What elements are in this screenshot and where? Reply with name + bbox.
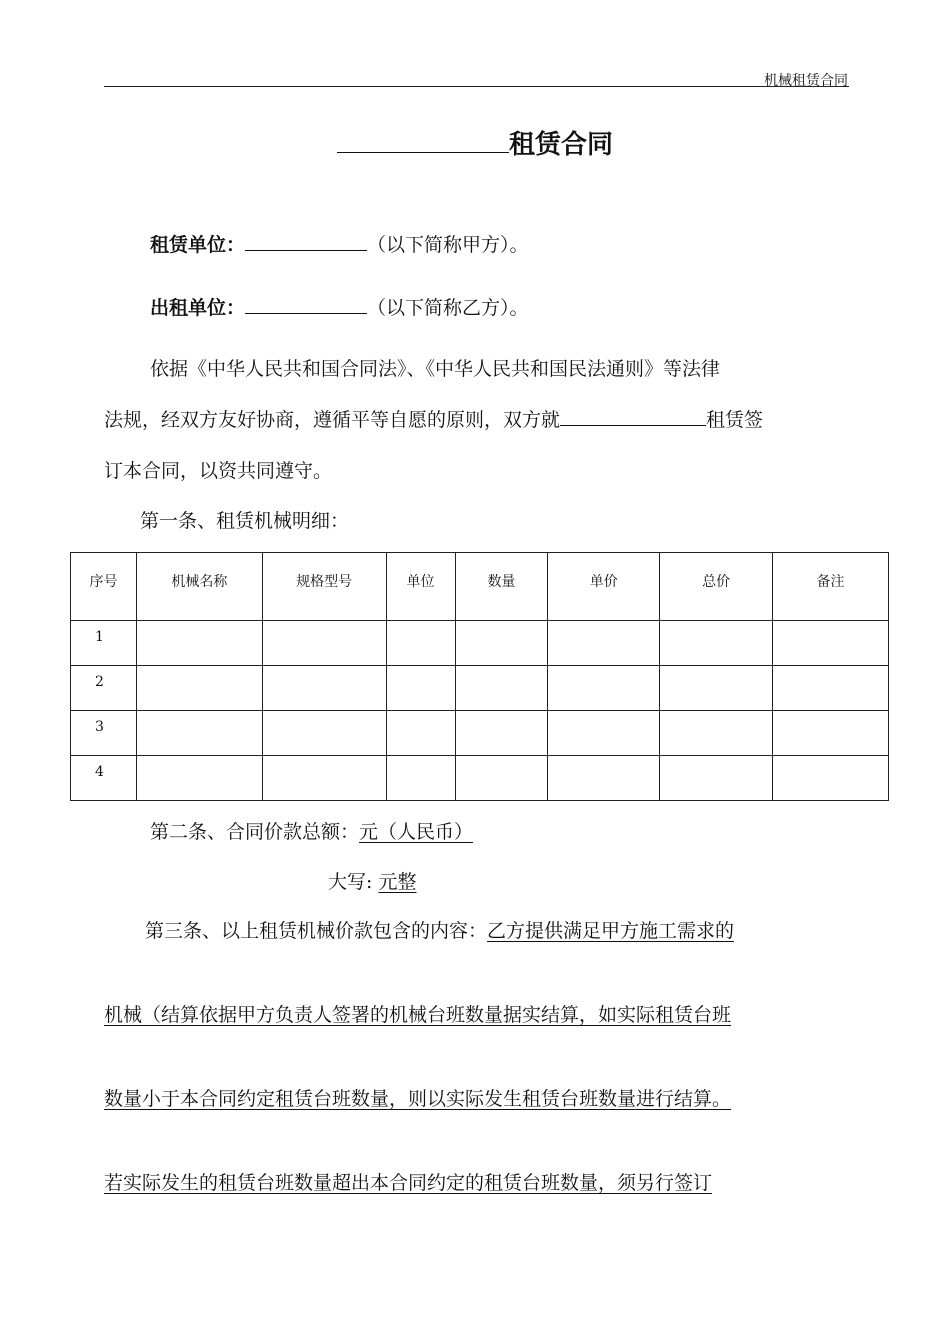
running-header: 机械租赁合同 (764, 73, 848, 89)
table-cell (455, 711, 548, 756)
table-cell (262, 711, 386, 756)
lessor-blank (245, 313, 367, 314)
table-cell (386, 621, 455, 666)
article-3-content-start: 乙方提供满足甲方施工需求的 (487, 920, 735, 942)
table-cell (136, 666, 262, 711)
lessee-blank (245, 250, 367, 251)
table-cell (773, 711, 889, 756)
table-cell (136, 621, 262, 666)
article-2-line (150, 817, 473, 844)
table-cell (548, 711, 660, 756)
table-header-cell: 单价 (548, 553, 660, 621)
table-cell (773, 666, 889, 711)
header-rule (104, 86, 849, 87)
table-cell (262, 756, 386, 801)
table-header-row (71, 553, 889, 621)
table-cell (136, 756, 262, 801)
table-cell (455, 666, 548, 711)
capital-label: 大写: (328, 871, 379, 893)
table-cell (660, 756, 773, 801)
table-header-cell: 序号 (71, 553, 137, 621)
table-cell (136, 711, 262, 756)
table-cell-index: 3 (71, 711, 137, 756)
table-cell (548, 666, 660, 711)
table-cell (548, 621, 660, 666)
preamble-line-1: 依据《中华人民共和国合同法》、《中华人民共和国民法通则》等法律 (150, 358, 721, 380)
preamble-line-3: 订本合同，以资共同遵守。 (104, 460, 333, 482)
article-1-title: 第一条、租赁机械明细： (140, 510, 350, 532)
capital-amount: 元整 (378, 871, 417, 893)
table-cell-index: 4 (71, 756, 137, 801)
lessor-label: 出租单位： (150, 297, 246, 319)
table-header-cell: 数量 (455, 553, 548, 621)
table-header-cell: 单位 (386, 553, 455, 621)
table-cell (262, 666, 386, 711)
lessee-line (150, 230, 529, 257)
article-3-label: 第三条、以上租赁机械价款包含的内容： (145, 920, 488, 942)
lessor-line (150, 293, 529, 320)
article-2-capital-line (328, 867, 416, 894)
title-suffix: 租赁合同 (508, 130, 613, 160)
table-cell (455, 756, 548, 801)
lessor-note: （以下简称乙方）。 (367, 297, 529, 319)
subject-blank (560, 425, 706, 426)
document-title (0, 124, 950, 161)
table-cell (548, 756, 660, 801)
preamble-line-2-b: 租赁签 (706, 409, 764, 431)
table-row (71, 666, 889, 711)
article-3-line-1 (145, 916, 734, 943)
article-2-label: 第二条、合同价款总额： (150, 821, 360, 843)
table-cell (660, 711, 773, 756)
article-2-amount: 元（人民币） (359, 821, 474, 843)
article-3-line-2: 机械（结算依据甲方负责人签署的机械台班数量据实结算，如实际租赁台班 (104, 1004, 732, 1026)
preamble-line-2 (104, 405, 763, 432)
table-cell (773, 756, 889, 801)
lessee-note: （以下简称甲方）。 (367, 234, 529, 256)
table-cell (386, 711, 455, 756)
table-cell (386, 756, 455, 801)
table-cell (386, 666, 455, 711)
table-cell-index: 1 (71, 621, 137, 666)
lessee-label: 租赁单位： (150, 234, 246, 256)
table-cell (660, 621, 773, 666)
machinery-detail-table (70, 552, 889, 801)
table-row (71, 756, 889, 801)
table-row (71, 711, 889, 756)
preamble-line-2-a: 法规，经双方友好协商，遵循平等自愿的原则，双方就 (104, 409, 561, 431)
table-header-cell: 备注 (773, 553, 889, 621)
table-cell (455, 621, 548, 666)
article-3-line-4: 若实际发生的租赁台班数量超出本合同约定的租赁台班数量，须另行签订 (104, 1172, 713, 1194)
title-blank (337, 152, 509, 153)
table-cell (262, 621, 386, 666)
table-header-cell: 机械名称 (136, 553, 262, 621)
table-cell-index: 2 (71, 666, 137, 711)
table-header-cell: 规格型号 (262, 553, 386, 621)
article-3-line-3: 数量小于本合同约定租赁台班数量，则以实际发生租赁台班数量进行结算。 (104, 1088, 732, 1110)
table-cell (660, 666, 773, 711)
table-header-cell: 总价 (660, 553, 773, 621)
table-cell (773, 621, 889, 666)
table-row (71, 621, 889, 666)
